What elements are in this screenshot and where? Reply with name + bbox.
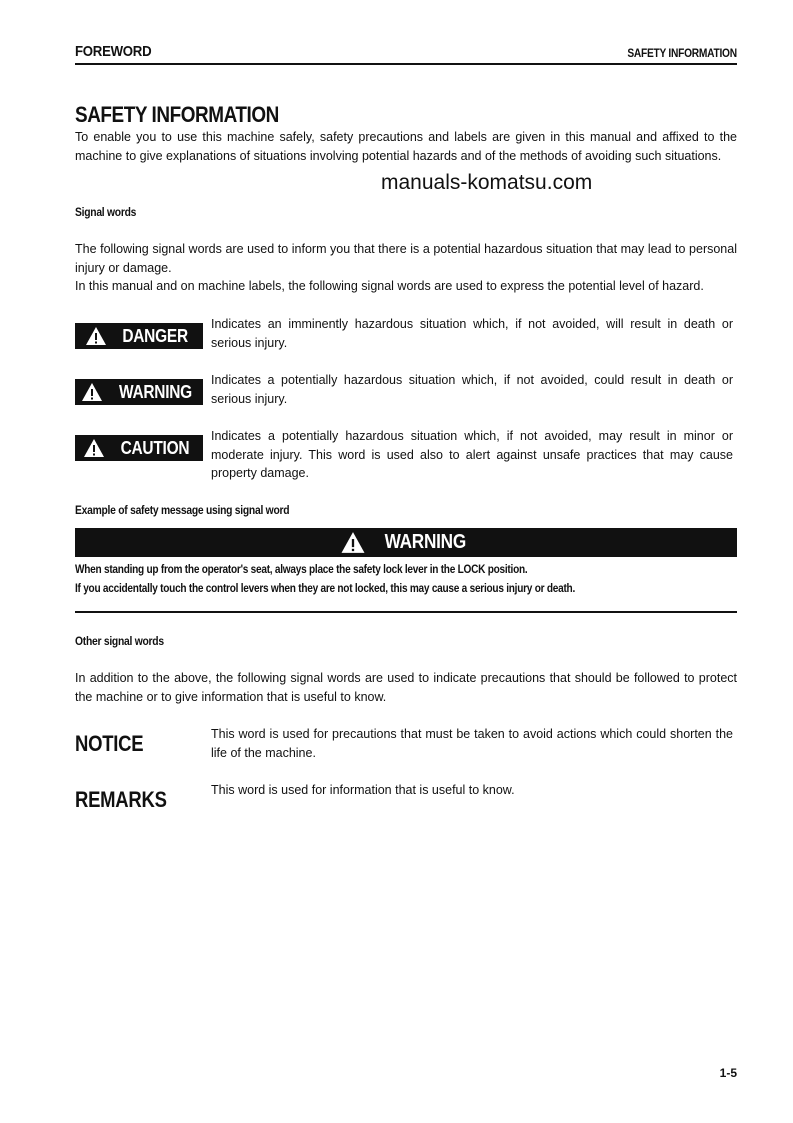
warning-label: WARNING bbox=[118, 381, 192, 402]
remarks-description: This word is used for information that is useful to know. bbox=[211, 783, 515, 797]
page-title: SAFETY INFORMATION bbox=[75, 102, 279, 127]
watermark-text: manuals-komatsu.com bbox=[381, 171, 593, 194]
caution-label: CAUTION bbox=[120, 437, 190, 458]
example-heading: Example of safety message using signal word bbox=[75, 503, 290, 517]
header-section-left: FOREWORD bbox=[75, 43, 152, 60]
warning-triangle-icon bbox=[83, 438, 105, 458]
notice-description: This word is used for precautions that must be taken to avoid actions which could shorten the life of the machine. bbox=[211, 727, 733, 760]
remarks-label: REMARKS bbox=[75, 787, 167, 812]
example-warning-banner bbox=[75, 528, 737, 557]
danger-description: Indicates an imminently hazardous situation which, if not avoided, will result in death or serious injury. bbox=[211, 317, 733, 350]
example-divider bbox=[75, 611, 737, 613]
danger-badge bbox=[75, 323, 203, 349]
signal-words-paragraph-1: The following signal words are used to inform you that there is a potential hazardous situation that may lead to personal injury or damage. bbox=[75, 242, 737, 275]
signal-words-heading: Signal words bbox=[75, 205, 137, 219]
warning-triangle-icon bbox=[85, 326, 107, 346]
signal-words-paragraph-2: In this manual and on machine labels, the following signal words are used to express the potential level of hazard. bbox=[75, 279, 704, 293]
warning-badge bbox=[75, 379, 203, 405]
header-divider bbox=[75, 63, 737, 65]
warning-description: Indicates a potentially hazardous situation which, if not avoided, could result in death or serious injury. bbox=[211, 373, 733, 406]
header-section-right: SAFETY INFORMATION bbox=[627, 46, 737, 60]
danger-label: DANGER bbox=[122, 325, 188, 346]
other-signal-words-paragraph: In addition to the above, the following signal words are used to indicate precautions that should be followed to protect the machine or to give information that is useful to know. bbox=[75, 671, 737, 704]
intro-paragraph: To enable you to use this machine safely, safety precautions and labels are given in this manual and affixed to the machine to give explanations of situations involving potential hazards and of the methods of avoiding such situations. bbox=[75, 130, 737, 163]
notice-label: NOTICE bbox=[75, 731, 144, 756]
example-message-line-1: When standing up from the operator's seat, always place the safety lock lever in the LOCK position. bbox=[75, 562, 528, 576]
example-warning-label: WARNING bbox=[384, 531, 466, 553]
warning-triangle-icon bbox=[81, 382, 103, 402]
page-number: 1-5 bbox=[719, 1066, 737, 1080]
example-message-line-2: If you accidentally touch the control levers when they are not locked, this may cause a serious injury or death. bbox=[75, 581, 576, 595]
caution-badge bbox=[75, 435, 203, 461]
warning-triangle-icon bbox=[340, 531, 366, 554]
caution-description: Indicates a potentially hazardous situation which, if not avoided, may result in minor or moderate injury. This word is used also to alert against unsafe practices that may cause property damage. bbox=[211, 429, 733, 480]
other-signal-words-heading: Other signal words bbox=[75, 634, 164, 648]
